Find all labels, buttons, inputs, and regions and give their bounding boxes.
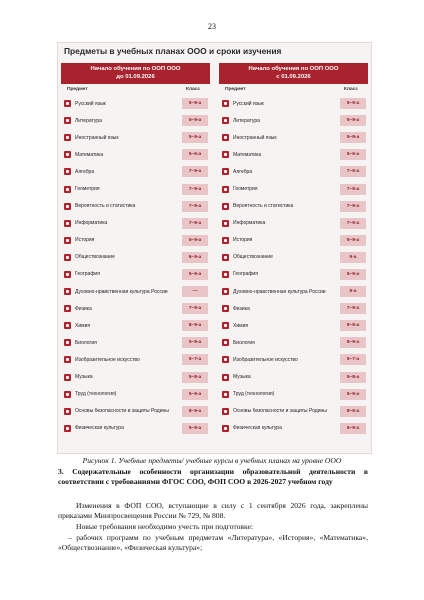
- subject-icon: [64, 271, 71, 278]
- subject-name: Основы безопасности и защиты Родины: [233, 408, 327, 415]
- subject-name: Русский язык: [75, 100, 106, 107]
- column-heading: [61, 63, 210, 84]
- subject-icon: [64, 254, 71, 261]
- subject-icon: [64, 322, 71, 329]
- column-heading-line1: Начало обучения по ООП ООО: [248, 66, 339, 72]
- subject-name: Физика: [75, 305, 92, 312]
- subject-name: Труд (технология): [75, 391, 117, 398]
- subject-row: [61, 420, 210, 437]
- subject-header: Предмет: [67, 87, 88, 92]
- subject-name: Основы безопасности и защиты Родины: [75, 408, 169, 415]
- subject-icon: [222, 100, 229, 107]
- subject-name: Труд (технология): [233, 391, 275, 398]
- grade-badge: 5-а: [340, 286, 366, 297]
- subject-row: [61, 146, 210, 163]
- subject-name: История: [75, 237, 95, 244]
- subject-icon: [222, 151, 229, 158]
- subject-icon: [64, 134, 71, 141]
- subject-icon: [64, 356, 71, 363]
- figure-title: Предметы в учебных планах ООО и сроки изучения: [64, 46, 282, 56]
- subject-row: [219, 351, 368, 368]
- subject-row: [61, 95, 210, 112]
- subject-row: [61, 300, 210, 317]
- grade-badge: 7–9-а: [340, 166, 366, 177]
- grade-badge: 5–8-а: [340, 372, 366, 383]
- subject-row: [219, 146, 368, 163]
- subject-icon: [222, 254, 229, 261]
- subject-row: [219, 403, 368, 420]
- subject-row: [61, 215, 210, 232]
- subject-icon: [64, 151, 71, 158]
- subject-icon: [222, 168, 229, 175]
- page-number: 23: [208, 22, 216, 31]
- grade-badge: 5–9-а: [340, 389, 366, 400]
- subject-row: [61, 249, 210, 266]
- subject-icon: [64, 237, 71, 244]
- subject-icon: [222, 374, 229, 381]
- subject-icon: [64, 117, 71, 124]
- subject-row: [219, 369, 368, 386]
- subject-icon: [64, 186, 71, 193]
- grade-badge: 7–9-а: [182, 218, 208, 229]
- subject-name: Физика: [233, 305, 250, 312]
- grade-badge: 5–8-а: [182, 372, 208, 383]
- subject-name: География: [75, 271, 100, 278]
- subject-name: Биология: [233, 339, 255, 346]
- grade-badge: 6–9-а: [182, 252, 208, 263]
- column-heading-line2: с 01.09.2026: [276, 73, 311, 80]
- subject-icon: [222, 305, 229, 312]
- grade-badge: 8–9-а: [182, 320, 208, 331]
- subject-icon: [222, 322, 229, 329]
- subject-row: [61, 232, 210, 249]
- paragraph: Изменения в ФОП СОО, вступающие в силу с 1 сентября 2026 года, закреплены приказами Минпросвещения России № 729, № 808.: [58, 501, 368, 520]
- subject-row: [219, 163, 368, 180]
- subject-rows: [219, 95, 368, 437]
- grade-badge: 8–9-а: [340, 406, 366, 417]
- grade-header: Класс: [186, 87, 200, 92]
- column-from-2026: [219, 63, 368, 437]
- subject-row: [61, 334, 210, 351]
- grade-badge: 7–9-а: [340, 184, 366, 195]
- subject-name: Музыка: [233, 374, 251, 381]
- grade-badge: —: [182, 286, 208, 297]
- subject-icon: [222, 134, 229, 141]
- subject-name: История: [233, 237, 253, 244]
- subject-icon: [222, 288, 229, 295]
- grade-badge: 5–9-а: [340, 235, 366, 246]
- subject-row: [61, 283, 210, 300]
- subject-icon: [64, 168, 71, 175]
- grade-badge: 7–9-а: [340, 218, 366, 229]
- grade-badge: 5–9-а: [182, 235, 208, 246]
- subject-name: Иностранный язык: [75, 134, 119, 141]
- subject-row: [219, 198, 368, 215]
- subject-name: Обществознание: [233, 254, 273, 261]
- grade-badge: 5–9-а: [340, 98, 366, 109]
- grade-badge: 5–7-а: [182, 354, 208, 365]
- subject-name: Биология: [75, 339, 97, 346]
- subject-name: Геометрия: [233, 186, 258, 193]
- grade-header: Класс: [344, 87, 358, 92]
- subject-row: [219, 232, 368, 249]
- grade-badge: 8–9-а: [340, 320, 366, 331]
- column-subheader: [61, 84, 210, 95]
- grade-badge: 5–9-а: [182, 389, 208, 400]
- subject-name: Литература: [75, 117, 102, 124]
- subject-name: Духовно-нравственная культура России: [75, 288, 168, 295]
- subject-row: [219, 95, 368, 112]
- column-heading-line2: до 01.09.2026: [116, 73, 155, 80]
- column-heading-line1: Начало обучения по ООП ООО: [90, 66, 181, 72]
- subject-row: [219, 317, 368, 334]
- column-subheader: [219, 84, 368, 95]
- subject-icon: [222, 220, 229, 227]
- subjects-figure: [57, 42, 372, 454]
- subject-row: [219, 283, 368, 300]
- subject-icon: [64, 220, 71, 227]
- grade-badge: 5–9-а: [182, 132, 208, 143]
- subject-name: Изобразительное искусство: [233, 356, 298, 363]
- grade-badge: 5–9-а: [182, 98, 208, 109]
- subject-row: [219, 180, 368, 197]
- subject-name: Вероятность и статистика: [233, 203, 294, 210]
- subject-icon: [222, 117, 229, 124]
- paragraph: Новые требования необходимо учесть при подготовке:: [76, 522, 253, 531]
- subject-icon: [222, 186, 229, 193]
- subject-row: [219, 112, 368, 129]
- grade-badge: 5–9-а: [182, 337, 208, 348]
- grade-badge: 8–9-а: [182, 406, 208, 417]
- grade-badge: 5–6-а: [340, 149, 366, 160]
- subject-row: [61, 112, 210, 129]
- subject-row: [61, 317, 210, 334]
- grade-badge: 9-а: [340, 252, 366, 263]
- grade-badge: 5–6-а: [182, 149, 208, 160]
- subject-icon: [64, 374, 71, 381]
- subject-name: Русский язык: [233, 100, 264, 107]
- subject-row: [61, 129, 210, 146]
- subject-name: Алгебра: [75, 168, 95, 175]
- section-heading: 3. Содержательные особенности организации образовательной деятельности в соответствии с требованиями ФГОС СОО, ФОП СОО в 2026-2027 учебном году: [58, 467, 368, 486]
- subject-name: Вероятность и статистика: [75, 203, 136, 210]
- subject-icon: [64, 425, 71, 432]
- subject-row: [61, 369, 210, 386]
- subject-name: Химия: [75, 322, 91, 329]
- grade-badge: 7–9-а: [182, 201, 208, 212]
- subject-icon: [222, 391, 229, 398]
- grade-badge: 5–9-а: [340, 269, 366, 280]
- subject-name: Информатика: [75, 220, 108, 227]
- subject-icon: [64, 391, 71, 398]
- grade-badge: 5–9-а: [182, 115, 208, 126]
- subject-row: [219, 300, 368, 317]
- column-heading: [219, 63, 368, 84]
- subject-icon: [222, 237, 229, 244]
- grade-badge: 5–7-а: [340, 354, 366, 365]
- subject-icon: [64, 305, 71, 312]
- grade-badge: 7–9-а: [182, 303, 208, 314]
- subject-row: [219, 334, 368, 351]
- subject-row: [219, 420, 368, 437]
- subject-header: Предмет: [225, 87, 246, 92]
- subject-icon: [64, 339, 71, 346]
- subject-row: [219, 129, 368, 146]
- subject-row: [61, 403, 210, 420]
- subject-icon: [222, 203, 229, 210]
- subject-icon: [222, 408, 229, 415]
- subject-name: Иностранный язык: [233, 134, 277, 141]
- subject-name: Духовно-нравственная культура России: [233, 288, 326, 295]
- grade-badge: 5–9-а: [340, 337, 366, 348]
- subject-rows: [61, 95, 210, 437]
- subject-row: [219, 266, 368, 283]
- subject-name: Физическая культура: [233, 425, 282, 432]
- subject-icon: [64, 288, 71, 295]
- grade-badge: 5–9-а: [340, 423, 366, 434]
- paragraph: – рабочих программ по учебным предметам «Литература», «История», «Математика», «Обществознание», «Физическая культура»;: [58, 533, 368, 552]
- subject-icon: [64, 408, 71, 415]
- subject-name: Обществознание: [75, 254, 115, 261]
- subject-name: Математика: [233, 151, 262, 158]
- subject-row: [61, 266, 210, 283]
- subject-row: [61, 180, 210, 197]
- subject-icon: [64, 203, 71, 210]
- subject-icon: [222, 271, 229, 278]
- subject-name: Изобразительное искусство: [75, 356, 140, 363]
- subject-icon: [222, 339, 229, 346]
- subject-name: Информатика: [233, 220, 266, 227]
- subject-name: Алгебра: [233, 168, 253, 175]
- subject-row: [219, 249, 368, 266]
- subject-name: Физическая культура: [75, 425, 124, 432]
- subject-row: [219, 386, 368, 403]
- subject-name: География: [233, 271, 258, 278]
- subject-icon: [64, 100, 71, 107]
- subject-name: Литература: [233, 117, 260, 124]
- grade-badge: 7–9-а: [182, 184, 208, 195]
- subject-row: [219, 215, 368, 232]
- subject-row: [61, 198, 210, 215]
- grade-badge: 7–9-а: [340, 303, 366, 314]
- subject-row: [61, 163, 210, 180]
- subject-icon: [222, 425, 229, 432]
- subject-name: Математика: [75, 151, 104, 158]
- figure-caption: Рисунок 1. Учебные предметы/ учебные курсы в учебных планах на уровне ООО: [82, 456, 342, 465]
- column-before-2026: [61, 63, 210, 437]
- subject-name: Музыка: [75, 374, 93, 381]
- subject-row: [61, 386, 210, 403]
- grade-badge: 7–9-а: [182, 166, 208, 177]
- grade-badge: 5–9-а: [340, 115, 366, 126]
- grade-badge: 5–9-а: [340, 132, 366, 143]
- grade-badge: 5–9-а: [182, 423, 208, 434]
- subject-icon: [222, 356, 229, 363]
- subject-name: Геометрия: [75, 186, 100, 193]
- subject-row: [61, 351, 210, 368]
- grade-badge: 5–9-а: [182, 269, 208, 280]
- grade-badge: 7–9-а: [340, 201, 366, 212]
- subject-name: Химия: [233, 322, 249, 329]
